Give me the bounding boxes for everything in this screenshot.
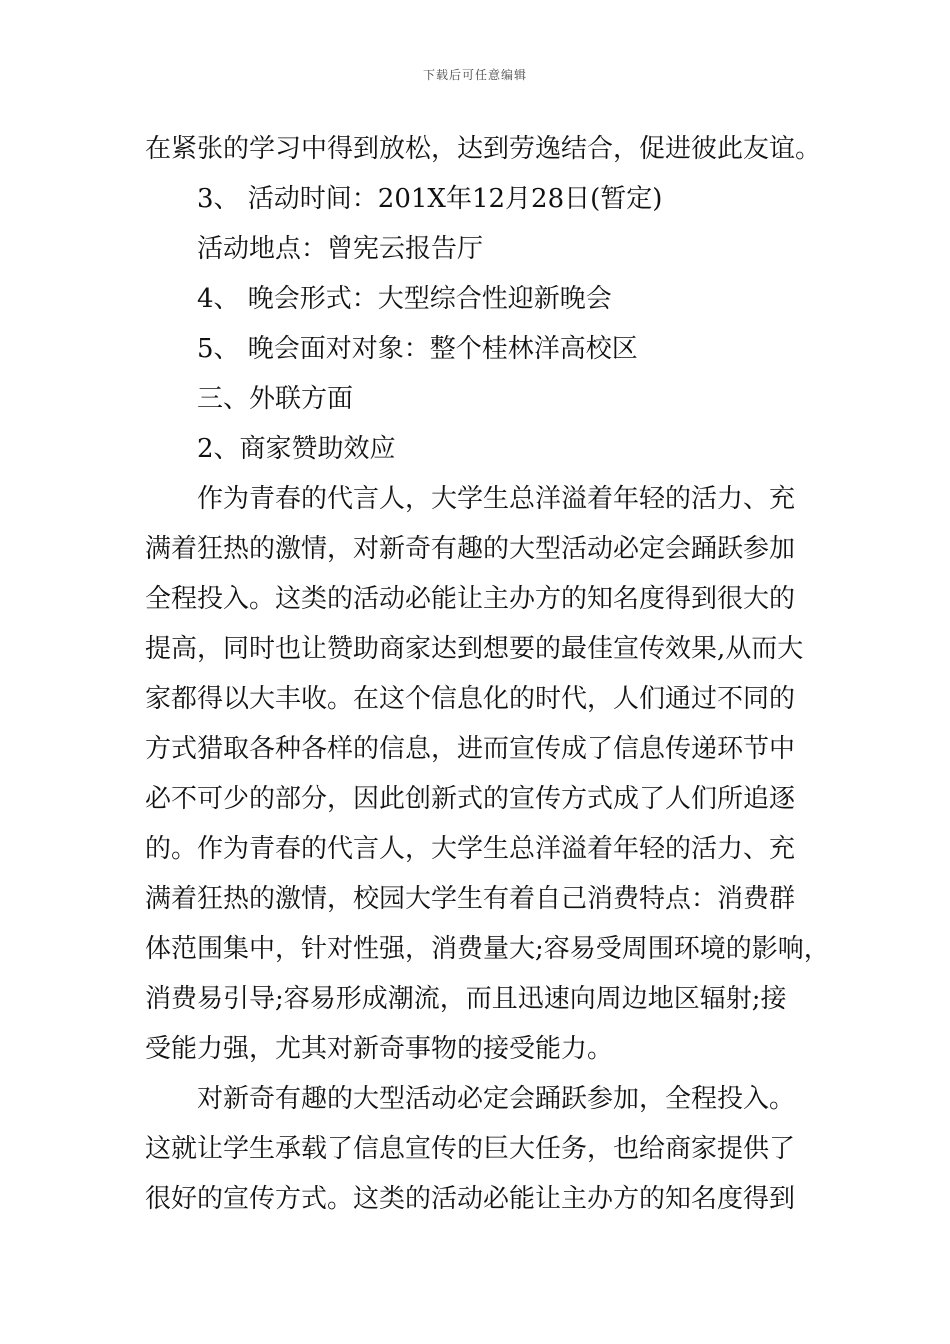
header-note: 下载后可任意编辑 bbox=[422, 68, 527, 82]
text-line: 三、外联方面 bbox=[197, 384, 354, 414]
text-line: 满着狂热的激情，校园大学生有着自己消费特点：消费群 bbox=[145, 884, 796, 914]
text-line: 满着狂热的激情，对新奇有趣的大型活动必定会踊跃参加 bbox=[145, 534, 796, 564]
text-line: 受能力强，尤其对新奇事物的接受能力。 bbox=[145, 1034, 614, 1064]
text-line: 很好的宣传方式。这类的活动必能让主办方的知名度得到 bbox=[145, 1184, 796, 1214]
text-line: 的。作为青春的代言人，大学生总洋溢着年轻的活力、充 bbox=[145, 834, 796, 864]
text-line: 作为青春的代言人，大学生总洋溢着年轻的活力、充 bbox=[197, 484, 796, 514]
text-line: 活动地点：曾宪云报告厅 bbox=[197, 234, 484, 264]
text-line: 提高，同时也让赞助商家达到想要的最佳宣传效果,从而大 bbox=[145, 634, 804, 664]
text-line: 在紧张的学习中得到放松，达到劳逸结合，促进彼此友谊。 bbox=[145, 134, 822, 164]
text-line: 必不可少的部分，因此创新式的宣传方式成了人们所追逐 bbox=[145, 784, 796, 814]
text-line: 体范围集中，针对性强，消费量大;容易受周围环境的影响， bbox=[145, 934, 830, 964]
text-line: 5、 晚会面对对象：整个桂林洋高校区 bbox=[197, 334, 638, 364]
text-line: 2、商家赞助效应 bbox=[197, 434, 396, 464]
text-line: 全程投入。这类的活动必能让主办方的知名度得到很大的 bbox=[145, 584, 796, 614]
text-line: 方式猎取各种各样的信息，进而宣传成了信息传递环节中 bbox=[145, 734, 796, 764]
text-line: 4、 晚会形式：大型综合性迎新晚会 bbox=[197, 284, 612, 314]
text-line: 对新奇有趣的大型活动必定会踊跃参加，全程投入。 bbox=[197, 1084, 796, 1114]
body-text bbox=[145, 124, 830, 1224]
text-line: 这就让学生承载了信息宣传的巨大任务，也给商家提供了 bbox=[145, 1134, 796, 1164]
text-line: 消费易引导;容易形成潮流，而且迅速向周边地区辐射;接 bbox=[145, 984, 787, 1014]
text-line: 3、 活动时间：201X年12月28日(暂定) bbox=[197, 184, 663, 214]
text-line: 家都得以大丰收。在这个信息化的时代，人们通过不同的 bbox=[145, 684, 796, 714]
